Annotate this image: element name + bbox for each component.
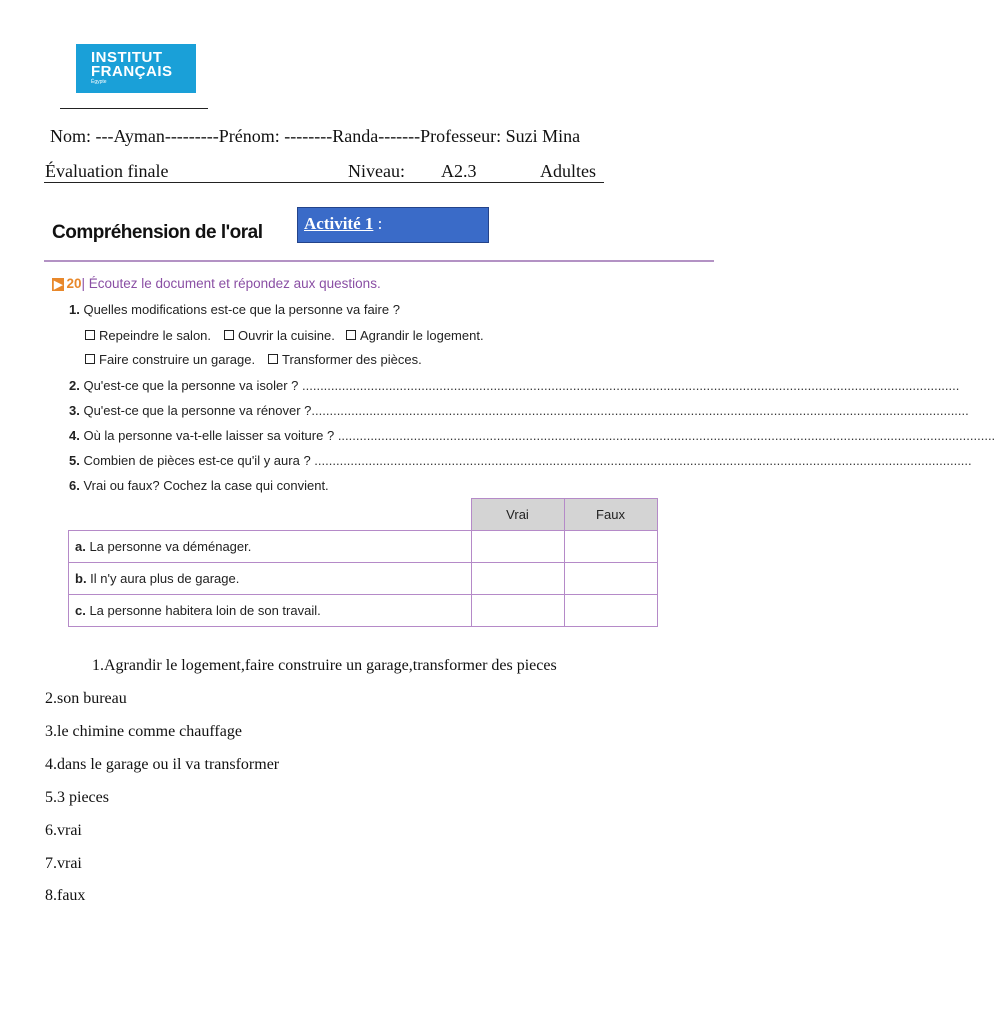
option-transformer[interactable] — [268, 352, 422, 367]
statement-letter: a. — [75, 539, 86, 554]
vrai-cell[interactable] — [471, 595, 564, 627]
logo-underline — [60, 108, 208, 109]
answer-4: 4.dans le garage ou il va transformer — [45, 756, 280, 773]
faux-cell[interactable] — [564, 595, 657, 627]
table-header-faux: Faux — [564, 499, 657, 531]
statement-cell — [69, 563, 472, 595]
section-title: Compréhension de l'oral — [52, 222, 263, 243]
statement-text: La personne habitera loin de son travail. — [85, 603, 321, 618]
table-row — [69, 595, 658, 627]
faux-cell[interactable] — [564, 531, 657, 563]
question-3 — [69, 403, 969, 418]
table-header-row — [69, 499, 658, 531]
question-4-text: Où la personne va-t-elle laisser sa voiture ? — [79, 428, 338, 443]
exercise-instruction — [52, 276, 381, 291]
option-ouvrir-cuisine[interactable] — [224, 328, 335, 343]
student-info-line: Nom: ---Ayman---------Prénom: --------Randa-------Professeur: Suzi Mina — [50, 126, 581, 146]
question-6-number: 6. — [69, 478, 80, 493]
checkbox-icon[interactable] — [85, 354, 95, 364]
statement-cell — [69, 595, 472, 627]
answer-line[interactable]: ...................................................................................................................................................................................... — [314, 453, 972, 468]
answer-line[interactable]: ...................................................................................................................................................................................... — [311, 403, 969, 418]
question-2-number: 2. — [69, 378, 80, 393]
answer-1: 1.Agrandir le logement,faire construire un garage,transformer des pieces — [92, 657, 557, 674]
question-4-number: 4. — [69, 428, 80, 443]
checkbox-icon[interactable] — [224, 330, 234, 340]
question-5-number: 5. — [69, 453, 80, 468]
activity-box — [297, 207, 489, 243]
faux-cell[interactable] — [564, 563, 657, 595]
table-row — [69, 563, 658, 595]
evaluation-title: Évaluation finale — [45, 161, 169, 181]
question-5 — [69, 453, 972, 468]
question-4 — [69, 428, 995, 443]
logo-line-1: INSTITUT — [91, 49, 163, 66]
question-2 — [69, 378, 960, 393]
instruction-text: | Écoutez le document et répondez aux questions. — [81, 276, 381, 291]
option-repeindre[interactable] — [85, 328, 211, 343]
statement-cell — [69, 531, 472, 563]
answer-5: 5.3 pieces — [45, 789, 109, 806]
table-header-vrai: Vrai — [471, 499, 564, 531]
question-1 — [69, 302, 709, 317]
question-6 — [69, 478, 709, 493]
question-1-text: Quelles modifications est-ce que la personne va faire ? — [79, 302, 400, 317]
audience-label: Adultes — [540, 161, 596, 181]
logo-line-3: Égypte — [91, 79, 107, 85]
activity-suffix: : — [373, 214, 383, 233]
question-3-text: Qu'est-ce que la personne va rénover ? — [79, 403, 312, 418]
table-header-blank — [69, 499, 472, 531]
vrai-cell[interactable] — [471, 563, 564, 595]
answer-6: 6.vrai — [45, 822, 82, 839]
option-label: Ouvrir la cuisine. — [238, 328, 335, 343]
statement-text: La personne va déménager. — [85, 539, 252, 554]
section-divider — [44, 260, 714, 262]
question-3-number: 3. — [69, 403, 80, 418]
option-label: Transformer des pièces. — [282, 352, 422, 367]
niveau-value: A2.3 — [441, 161, 477, 181]
statement-letter: c. — [75, 603, 86, 618]
audio-track-number: 20 — [66, 276, 82, 291]
checkbox-icon[interactable] — [346, 330, 356, 340]
statement-letter: b. — [75, 571, 87, 586]
table-row — [69, 531, 658, 563]
header-underline — [44, 182, 604, 183]
vrai-cell[interactable] — [471, 531, 564, 563]
option-label: Agrandir le logement. — [360, 328, 484, 343]
answer-3: 3.le chimine comme chauffage — [45, 723, 242, 740]
logo-line-2: FRANÇAIS — [91, 63, 173, 80]
question-2-text: Qu'est-ce que la personne va isoler ? — [79, 378, 303, 393]
question-1-number: 1. — [69, 302, 80, 317]
statement-text: Il n'y aura plus de garage. — [86, 571, 240, 586]
answer-8: 8.faux — [45, 887, 86, 904]
institut-francais-logo — [76, 44, 196, 93]
answer-line[interactable]: ...................................................................................................................................................................................... — [337, 428, 995, 443]
answer-line[interactable]: ...................................................................................................................................................................................... — [302, 378, 960, 393]
question-6-text: Vrai ou faux? Cochez la case qui convient. — [79, 478, 329, 493]
checkbox-icon[interactable] — [85, 330, 95, 340]
question-5-text: Combien de pièces est-ce qu'il y aura ? — [79, 453, 315, 468]
checkbox-icon[interactable] — [268, 354, 278, 364]
true-false-table — [68, 498, 658, 627]
activity-label: Activité 1 — [304, 214, 374, 233]
option-label: Faire construire un garage. — [99, 352, 256, 367]
answer-2: 2.son bureau — [45, 690, 127, 707]
audio-track-icon: ▶ — [54, 279, 63, 291]
option-garage[interactable] — [85, 352, 255, 367]
answer-7: 7.vrai — [45, 855, 82, 872]
option-agrandir[interactable] — [346, 328, 484, 343]
option-label: Repeindre le salon. — [99, 328, 212, 343]
niveau-label: Niveau: — [348, 161, 405, 181]
